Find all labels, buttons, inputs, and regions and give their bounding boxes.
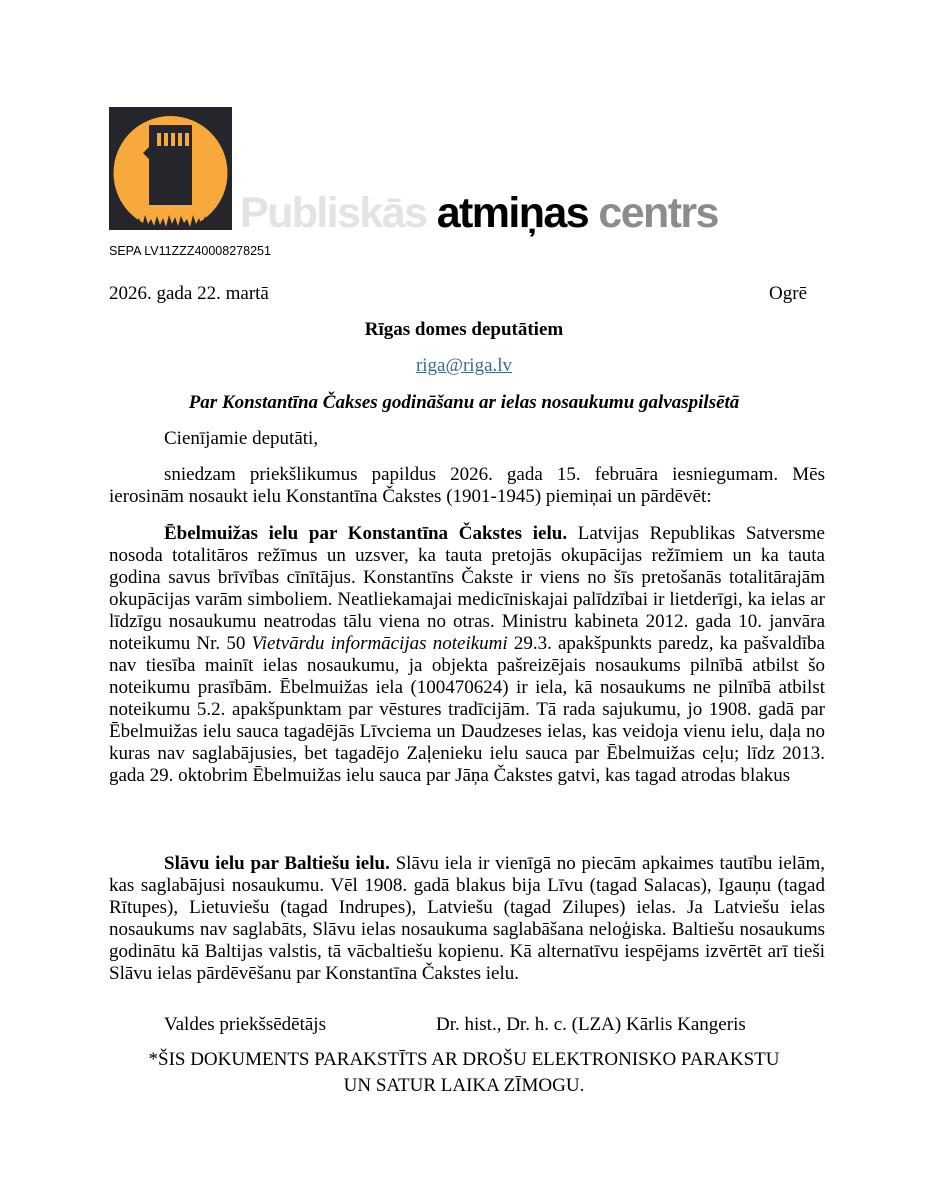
letter-subject: Par Konstantīna Čakses godināšanu ar ielas nosaukumu galvaspilsētā (188, 392, 740, 413)
signer-name: Dr. hist., Dr. h. c. (LZA) Kārlis Kangeris (436, 1014, 746, 1035)
logo (109, 107, 232, 230)
paragraph-ebelmuizas (109, 523, 825, 787)
signature-notice-line2: UN SATUR LAIKA ZĪMOGU. (343, 1075, 585, 1096)
recipient-email-link[interactable]: riga@riga.lv (415, 355, 513, 376)
brand-word-atminas: atmiņas (436, 189, 589, 237)
paragraph-ebelmuizas-text-b: 29.3. apakšpunkts paredz, ka pašvaldība nav tiesība mainīt ielas nosaukumu, ja objekta pašreizējais nosaukums pilnībā atbilst šo noteikumu prasībām. Ēbelmuižas iela (100470624) ir iela, kā nosaukums ne pilnībā atbilst noteikumu 5.2. apakšpunktam par vēstures tradīcijām. Tā rada sajukumu, jo 1908. gadā par Ēbelmuižas ielu sauca tagadējās Līvciema un Daudzeses ielas, kas veidoja vienu ielu, daļa no kuras nav saglabājusies, bet tagadējo Zaļenieku ielu sauca par Ēbelmuižas ceļu; līdz 2013. gada 29. oktobrim Ēbelmuižas ielu sauca par Jāņa Čakstes gatvi, kas tagad atrodas blakus (109, 633, 825, 786)
brand-word-publiskas: Publiskās (240, 189, 427, 237)
signer-title: Valdes priekšsēdētājs (164, 1014, 326, 1035)
recipient-title: Rīgas domes deputātiem (364, 319, 564, 340)
greeting: Cienījamie deputāti, (164, 428, 319, 449)
paragraph-slavu-text: Slāvu iela ir vienīgā no piecām apkaimes tautību ielām, kas saglabājusi nosaukumu. Vēl 1908. gadā blakus bija Līvu (tagad Salacas), Igauņu (tagad Rītupes), Lietuviešu (tagad Indrupes), Latviešu (tagad Zilupes) ielas. Ja Latviešu ielas nosaukums nav saglabāts, Slāvu ielas nosaukuma saglabāšana neloģiska. Baltiešu nosaukums godinātu kā Baltijas valstis, tā vācbaltiešu kopienu. Kā alternatīvu iespējams izvērtēt arī tieši Slāvu ielas pārdēvēšanu par Konstantīna Čakstes ielu. (109, 853, 825, 984)
paragraph-ebelmuizas-lead: Ēbelmuižas ielu par Konstantīna Čakstes ielu. (164, 523, 568, 544)
letter-date: 2026. gada 22. martā (109, 283, 269, 304)
paragraph-intro-text: sniedzam priekšlikumus papildus 2026. gada 15. februāra iesniegumam. Mēs ierosinām nosaukt ielu Konstantīna Čakstes (1901-1945) piemiņai un pārdēvēt: (109, 464, 825, 507)
brand-word-centrs: centrs (598, 189, 718, 237)
sepa-id: SEPA LV11ZZZ40008278251 (109, 244, 271, 258)
paragraph-ebelmuizas-text-a: Latvijas Republikas Satversme nosoda totalitāros režīmus un uzsver, ka tauta pretojās okupācijas režīmiem un ka tauta godina savus brīvības cīnītājus. Konstantīns Čakste ir viens no šīs pretošanās totalitārajām okupācijas varām simboliem. Neatliekamajai medicīniskajai palīdzībai ir lietderīgi, ka ielas ar līdzīgu nosaukumu neatrodas tālu viena no otras. Ministru kabineta 2012. gada 10. janvāra noteikumu Nr. 50 (109, 523, 825, 654)
signature-notice-line1: *ŠIS DOKUMENTS PARAKSTĪTS AR DROŠU ELEKTRONISKO PARAKSTU (148, 1049, 780, 1070)
paragraph-intro (109, 464, 825, 508)
paragraph-slavu (109, 853, 825, 985)
letter-city: Ogrē (769, 283, 807, 304)
brand-name (240, 188, 718, 238)
signature-notice (109, 1047, 819, 1099)
regulation-title: Vietvārdu informācijas noteikumi (251, 633, 508, 654)
paragraph-slavu-lead: Slāvu ielu par Baltiešu ielu. (164, 853, 390, 874)
sd-card-icon (109, 107, 232, 230)
